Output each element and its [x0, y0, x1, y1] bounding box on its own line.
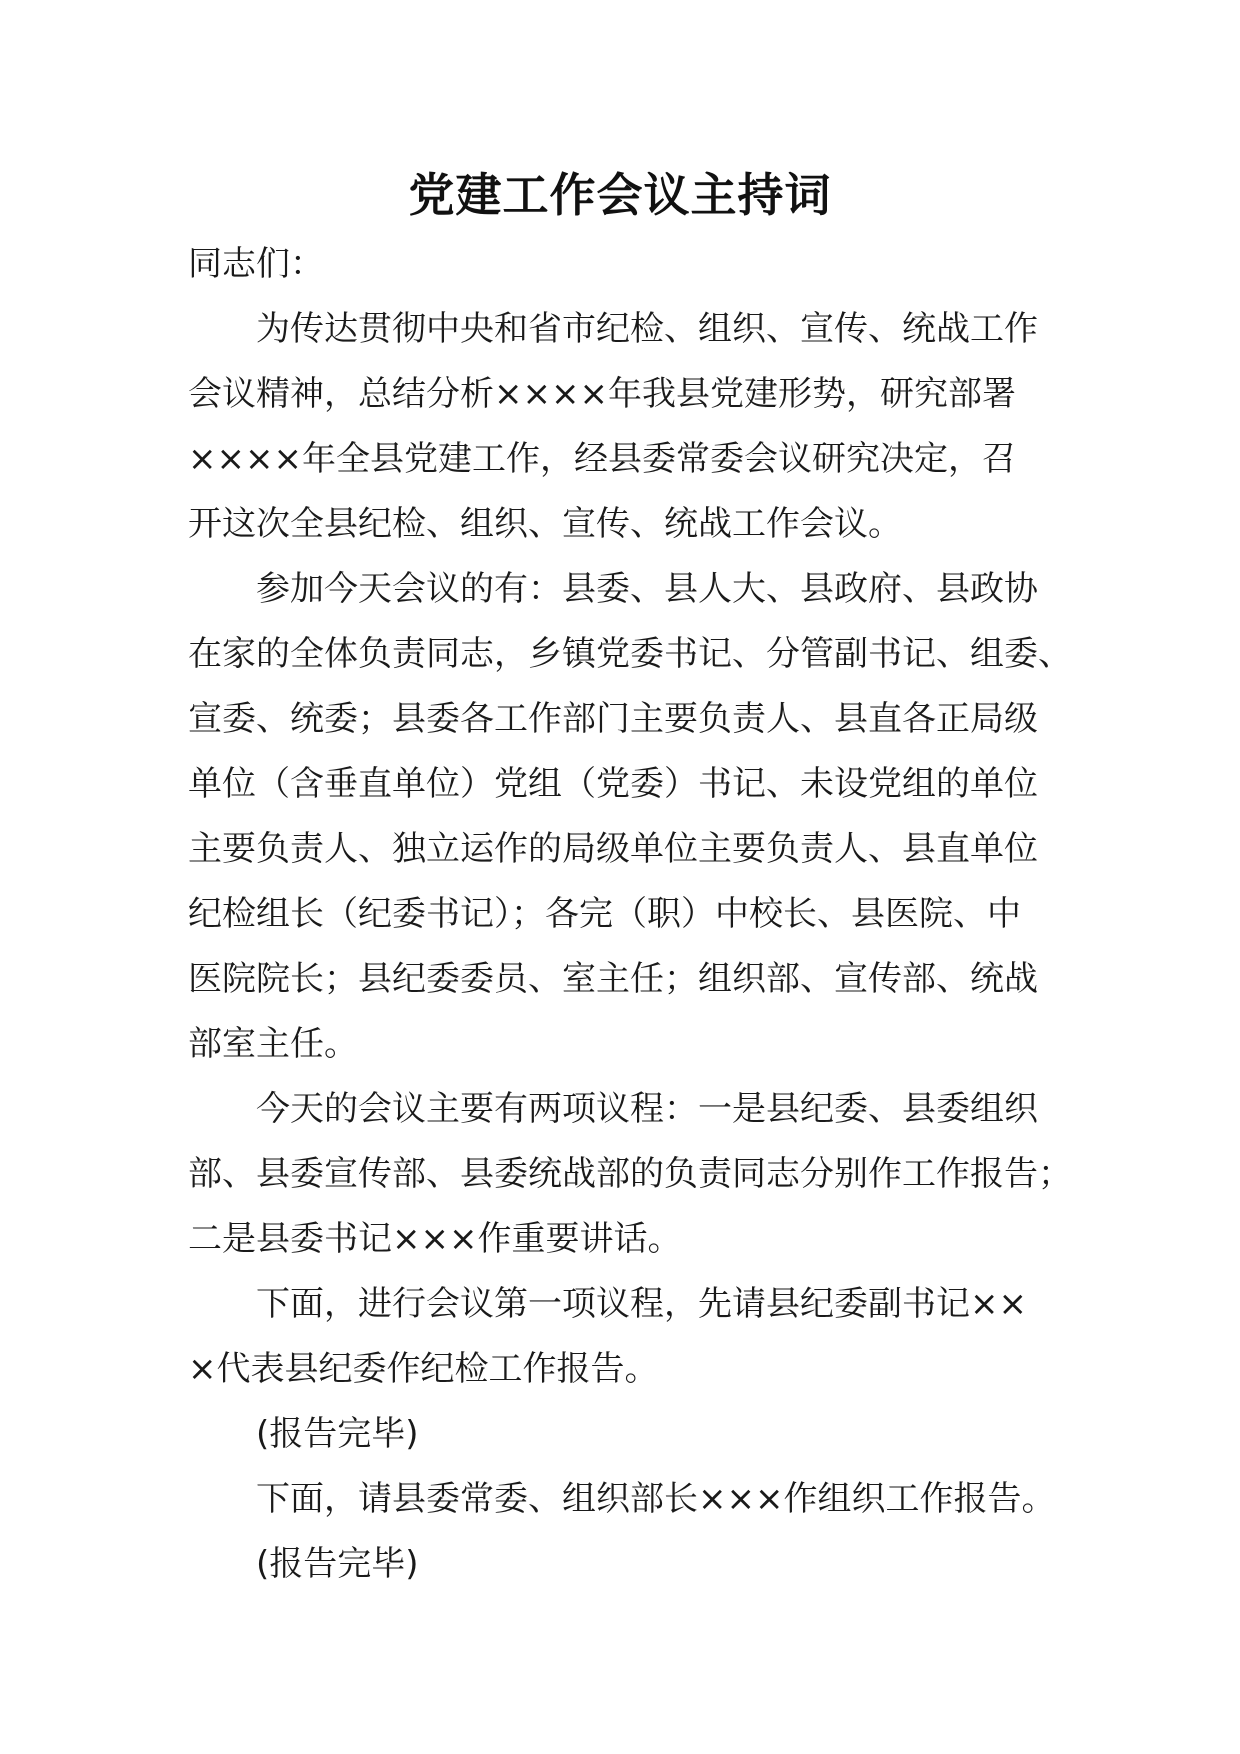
- paragraph-line: 二是县委书记×××作重要讲话。: [188, 1219, 682, 1259]
- report-complete-note: [188, 1402, 1088, 1467]
- paragraph-line: ×代表县纪委作纪检工作报告。: [188, 1349, 659, 1389]
- paragraph-line: 部室主任。: [188, 1024, 358, 1064]
- paragraph-line: 下面，请县委常委、组织部长×××作组织工作报告。: [256, 1479, 1056, 1519]
- salutation-text: 同志们：: [188, 244, 324, 284]
- paragraph-line: 为传达贯彻中央和省市纪检、组织、宣传、统战工作: [256, 309, 1038, 349]
- paragraph-2: [188, 557, 1088, 1077]
- paragraph-line: 开这次全县纪检、组织、宣传、统战工作会议。: [188, 504, 902, 544]
- paragraph-1: [188, 297, 1088, 557]
- paragraph-3: [188, 1077, 1088, 1272]
- paragraph-line: (报告完毕): [256, 1414, 419, 1454]
- paragraph-line: ××××年全县党建工作，经县委常委会议研究决定，召: [188, 439, 1016, 479]
- paragraph-line: (报告完毕): [256, 1544, 419, 1584]
- paragraph-line: 会议精神，总结分析××××年我县党建形势，研究部署: [188, 374, 1016, 414]
- paragraph-line: 在家的全体负责同志，乡镇党委书记、分管副书记、组委、: [188, 634, 1072, 674]
- paragraph-4: [188, 1272, 1088, 1402]
- report-complete-note: [188, 1532, 1088, 1597]
- paragraph-line: 宣委、统委；县委各工作部门主要负责人、县直各正局级: [188, 699, 1038, 739]
- paragraph-line: 部、县委宣传部、县委统战部的负责同志分别作工作报告；: [188, 1154, 1072, 1194]
- document-title: 党建工作会议主持词: [408, 168, 832, 222]
- paragraph-line: 主要负责人、独立运作的局级单位主要负责人、县直单位: [188, 829, 1038, 869]
- paragraph-6: [188, 1467, 1088, 1532]
- paragraph-line: 纪检组长（纪委书记）；各完（职）中校长、县医院、中: [188, 894, 1021, 934]
- paragraph-line: 参加今天会议的有：县委、县人大、县政府、县政协: [256, 569, 1038, 609]
- document-body: [188, 232, 1088, 1597]
- paragraph-line: 下面，进行会议第一项议程，先请县纪委副书记××: [256, 1284, 1027, 1324]
- paragraph-line: 医院院长；县纪委委员、室主任；组织部、宣传部、统战: [188, 959, 1038, 999]
- paragraph-line: 今天的会议主要有两项议程：一是县纪委、县委组织: [256, 1089, 1038, 1129]
- salutation: [188, 232, 1088, 297]
- paragraph-line: 单位（含垂直单位）党组（党委）书记、未设党组的单位: [188, 764, 1038, 804]
